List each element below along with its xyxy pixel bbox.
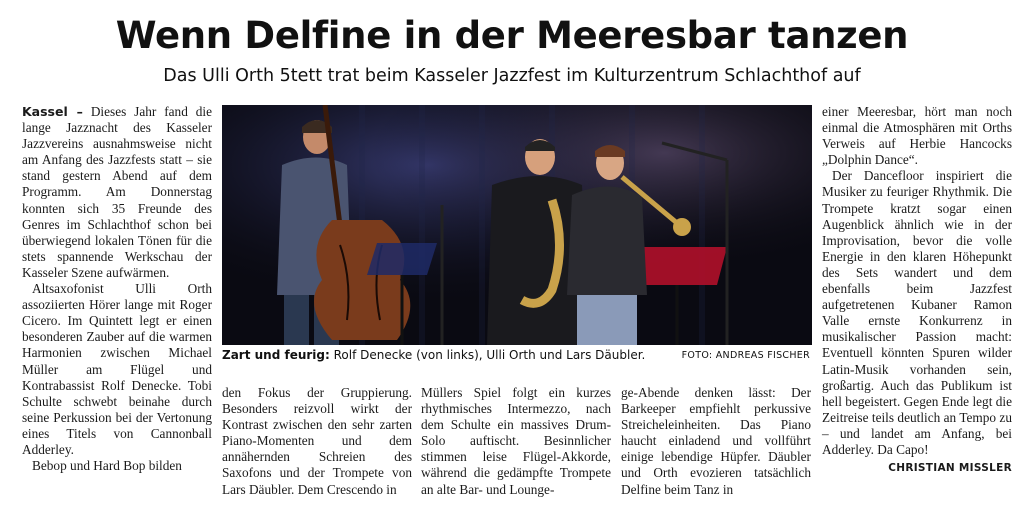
column-5-paragraph-2-text: Der Dancefloor inspiriert die Musiker zu feuriger Rhythmik. Die Trompete kratzt sogar einen Augenblick ähnlich wie in der Improvisation, bevor die volle Energie in den klaren Höhepunkt des Sets wandert und dem ebenfalls beim Jazzfest aufgetretenen Kubaner Ramon Valle ernste Konkurrenz in musikalischer Passion macht: Eventuell könnten Spuren wilder Latin-Musik vorhanden sein, großartig. Auch das Publikum ist hell begeistert. Gegen Ende legt die Zeitreise teils deutlich an Tempo zu – und landet am Anfang, bei Adderley. Da Capo! bbox=[822, 168, 1012, 457]
article-column-3 bbox=[421, 385, 611, 498]
article-column-2 bbox=[222, 385, 412, 498]
article-column-4 bbox=[621, 385, 811, 498]
column-5-paragraph-1: einer Meeresbar, hört man noch einmal die Atmosphären mit Orths Verweis auf Herbie Hancocks „Dolphin Dance“. bbox=[822, 104, 1012, 168]
paragraph-3: Bebop und Hard Bop bilden bbox=[32, 458, 182, 474]
photo-credit: FOTO: ANDREAS FISCHER bbox=[681, 350, 810, 361]
caption-lead: Zart und feurig: bbox=[222, 348, 330, 362]
photo-caption bbox=[222, 348, 812, 368]
dateline: Kassel – bbox=[22, 104, 83, 119]
article-subheadline: Das Ulli Orth 5tett trat beim Kasseler Jazzfest im Kulturzentrum Schlachthof auf bbox=[163, 66, 861, 86]
column-4-text: ge-Abende denken lässt: Der Barkeeper empfiehlt perkussive Streicheleinheiten. Das Piano haucht einladend und vollführt einige lebendige Hüpfer. Däubler und Orth evozieren tatsächlich Delfine beim Tanz in bbox=[621, 385, 811, 497]
article-column-5 bbox=[822, 104, 1012, 476]
column-3-text: Müllers Spiel folgt ein kurzes rhythmisches Intermezzo, nach dem Schulte ein massives Drum-Solo auftischt. Besinnlicher stimmen leise Flügel-Akkorde, während die gedämpfte Trompete an alte Bar- und Lounge- bbox=[421, 385, 611, 497]
column-2-text: den Fokus der Gruppierung. Besonders reizvoll wirkt der Kontrast zwischen den sehr zarten Piano-Momenten und dem annähernden Schreien des Saxofons und der Trompete von Lars Däubler. Dem Crescendo in bbox=[222, 385, 412, 497]
intro-text: Dieses Jahr fand die lange Jazznacht des Kasseler Jazzvereins ausnahmsweise nicht am Anfang des Jazzfests statt – sie stand gestern Abend auf dem Programm. Am Donnerstag konnten sich 35 Freunde des Genres im Schlachthof schon bei überwiegend lokalen Tönen für die stets spannende Werkschau der Kasseler Szene aufwärmen. bbox=[22, 104, 212, 280]
paragraph-intro bbox=[22, 104, 212, 281]
column-5-paragraph-2 bbox=[822, 168, 1012, 475]
concert-photo-illustration bbox=[222, 105, 812, 345]
article-headline: Wenn Delfine in der Meeresbar tanzen bbox=[115, 14, 909, 57]
article-column-1 bbox=[22, 104, 212, 474]
paragraph-2: Altsaxofonist Ulli Orth assoziierten Hörer lange mit Roger Cicero. Im Quintett legt er einen besonderen Zauber auf die warmen Harmonien zwischen Michael Müller am Flügel und Kontrabassist Rolf Denecke. Tobi Schulte schwebt beinahe durch seine Perkussion bei der Vertonung eines Titels von Cannonball Adderley. bbox=[22, 281, 212, 457]
caption-text: Rolf Denecke (von links), Ulli Orth und Lars Däubler. bbox=[329, 348, 646, 362]
author-byline: CHRISTIAN MISSLER bbox=[888, 462, 1012, 475]
concert-photo bbox=[222, 105, 812, 345]
